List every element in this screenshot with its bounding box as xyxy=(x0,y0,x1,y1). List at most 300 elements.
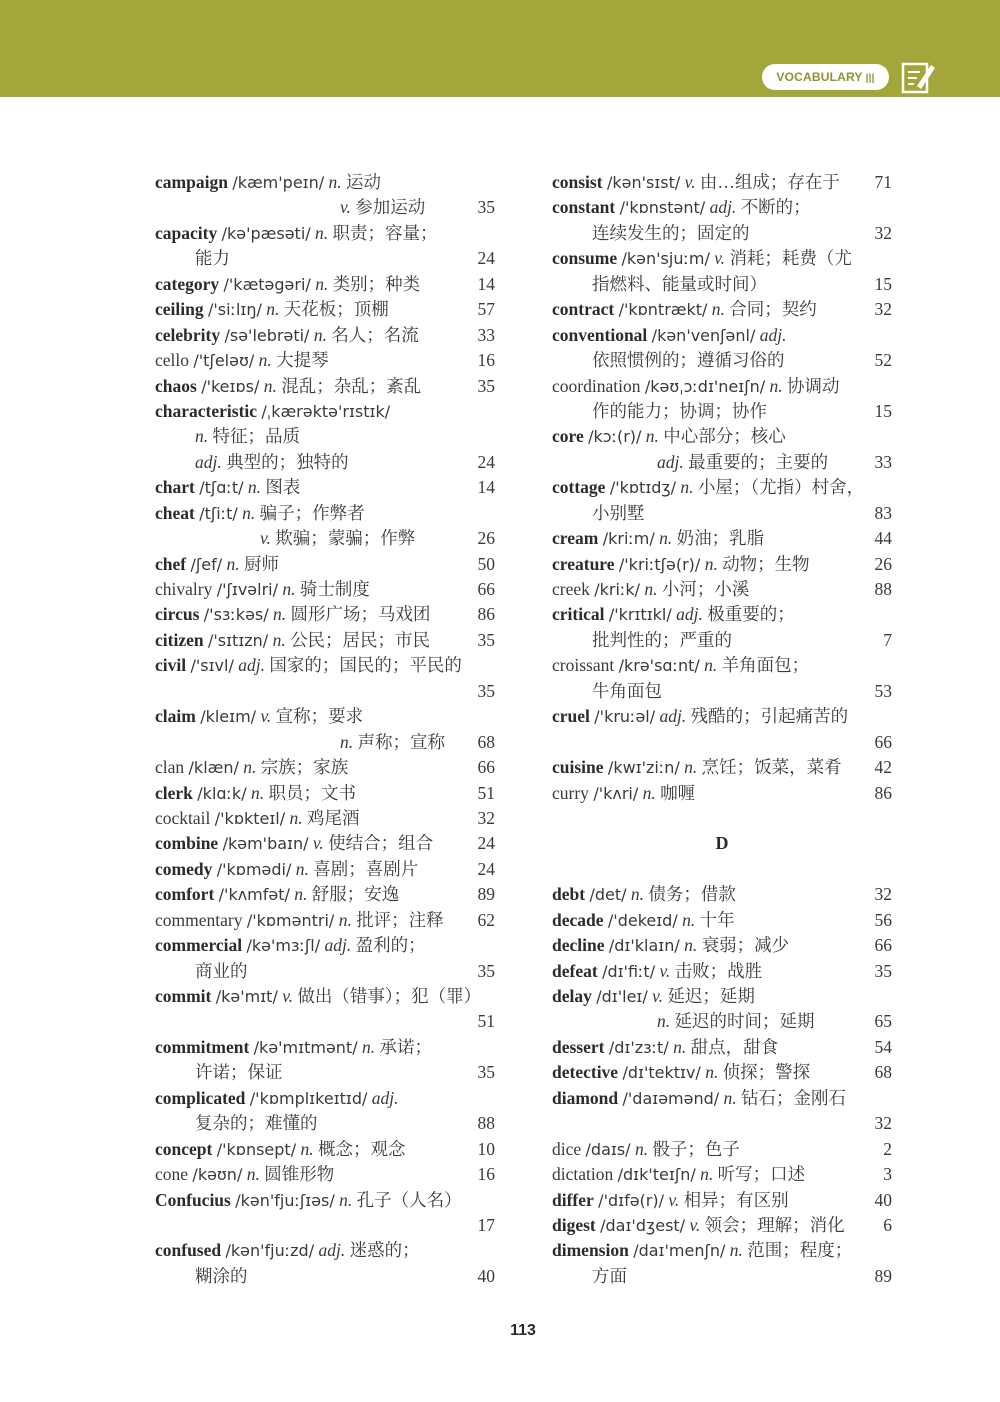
definition: 鸡尾酒 xyxy=(307,807,360,828)
definition: 依照惯例的；遵循习俗的 xyxy=(592,350,785,371)
headword: critical xyxy=(552,604,605,625)
headword: digest xyxy=(552,1214,596,1235)
glossary-right-column xyxy=(552,170,892,1289)
part-of-speech: adj. xyxy=(709,197,737,218)
phonetic: /daɪ'dʒest/ xyxy=(600,1215,686,1235)
glossary-entry-line xyxy=(552,704,892,729)
headword: dice xyxy=(552,1138,582,1159)
definition: 牛角面包 xyxy=(592,680,662,701)
part-of-speech: v. xyxy=(668,1189,680,1210)
headword: comfort xyxy=(155,884,215,905)
phonetic: /dɪ'tektɪv/ xyxy=(622,1063,701,1083)
definition: 作的能力；协调；协作 xyxy=(592,400,767,421)
glossary-entry-line xyxy=(155,755,495,780)
unit-page-ref: 33 xyxy=(874,451,892,472)
phonetic: /klɑːk/ xyxy=(197,783,247,803)
part-of-speech: n. xyxy=(315,273,329,294)
glossary-entry-line xyxy=(155,221,495,246)
part-of-speech: adj. xyxy=(659,706,687,727)
section-letter-d: D xyxy=(715,833,729,854)
phonetic: /kəʊˌɔːdɪ'neɪʃn/ xyxy=(644,376,766,396)
unit-page-ref: 32 xyxy=(477,807,495,828)
unit-page-ref: 16 xyxy=(477,1164,495,1185)
glossary-entry-line xyxy=(155,628,495,653)
unit-page-ref: 7 xyxy=(883,629,892,650)
glossary-entry-line xyxy=(552,1137,892,1162)
glossary-entry-line xyxy=(155,526,495,551)
glossary-entry-line xyxy=(155,450,495,475)
unit-page-ref: 54 xyxy=(874,1036,892,1057)
glossary-entry-line xyxy=(552,297,892,322)
headword: chaos xyxy=(155,375,197,396)
unit-page-ref: 32 xyxy=(874,1113,892,1134)
part-of-speech: n. xyxy=(704,553,718,574)
part-of-speech: n. xyxy=(250,782,265,803)
part-of-speech: n. xyxy=(195,426,209,447)
part-of-speech: n. xyxy=(295,858,309,879)
phonetic: /kə'mɪt/ xyxy=(215,987,278,1006)
glossary-entry-line xyxy=(155,374,495,399)
unit-page-ref: 14 xyxy=(477,477,495,498)
headword: core xyxy=(552,426,584,447)
glossary-entry-line xyxy=(552,170,892,195)
headword: consume xyxy=(552,248,618,269)
part-of-speech: v. xyxy=(689,1214,701,1235)
phonetic: /dɪ'klaɪn/ xyxy=(608,936,680,956)
definition: 国家的；国民的；平民的 xyxy=(269,655,462,676)
phonetic: /'kʌmfət/ xyxy=(218,885,290,905)
headword: characteristic xyxy=(155,400,258,421)
part-of-speech: adj. xyxy=(759,324,787,345)
definition: 连续发生的；固定的 xyxy=(592,222,750,243)
phonetic: /'tʃeləʊ/ xyxy=(193,351,255,371)
glossary-entry-line xyxy=(552,195,892,220)
glossary-entry-line xyxy=(552,1060,892,1085)
glossary-entry-line xyxy=(552,1009,892,1034)
spacer xyxy=(552,806,892,831)
phonetic: /'kɒtɪdʒ/ xyxy=(609,478,677,498)
glossary-entry-line xyxy=(552,1188,892,1213)
definition: 十年 xyxy=(699,909,735,930)
glossary-entry-line xyxy=(552,552,892,577)
unit-page-ref: 33 xyxy=(477,324,495,345)
unit-page-ref: 62 xyxy=(477,909,495,930)
definition: 击败；战胜 xyxy=(674,960,763,981)
definition: 协调动 xyxy=(787,375,840,396)
phonetic: /'kɒnsept/ xyxy=(216,1139,297,1159)
definition: 消耗；耗费（尤 xyxy=(729,248,852,269)
definition: 职员；文书 xyxy=(268,782,356,803)
headword: concept xyxy=(155,1138,213,1159)
definition: 典型的；独特的 xyxy=(226,451,349,472)
part-of-speech: v. xyxy=(659,960,671,981)
glossary-entry-line xyxy=(552,755,892,780)
part-of-speech: n. xyxy=(266,299,280,320)
definition: 图表 xyxy=(265,477,301,498)
notebook-pencil-icon xyxy=(900,59,936,95)
glossary-entry-line xyxy=(552,781,892,806)
part-of-speech: n. xyxy=(711,299,725,320)
glossary-entry-line xyxy=(155,653,495,678)
phonetic: /kəm'baɪn/ xyxy=(222,834,309,854)
definition: 类别；种类 xyxy=(332,273,421,294)
headword: cream xyxy=(552,528,599,549)
definition: 侦探；警探 xyxy=(722,1062,811,1083)
part-of-speech: n. xyxy=(242,502,256,523)
part-of-speech: n. xyxy=(246,1164,260,1185)
glossary-entry-line xyxy=(552,959,892,984)
unit-page-ref: 86 xyxy=(477,604,495,625)
definition: 运动 xyxy=(346,172,382,192)
part-of-speech: n. xyxy=(682,909,696,930)
headword: decade xyxy=(552,909,604,930)
phonetic: /kən'venʃənl/ xyxy=(651,325,756,345)
glossary-entry-line xyxy=(155,1086,495,1111)
headword: detective xyxy=(552,1062,619,1083)
headword: dessert xyxy=(552,1036,605,1057)
glossary-entry-line xyxy=(552,501,892,526)
headword: defeat xyxy=(552,960,598,981)
definition: 骑士制度 xyxy=(299,579,370,599)
part-of-speech: v. xyxy=(282,986,294,1006)
unit-page-ref: 24 xyxy=(477,833,495,854)
phonetic: /'siːlɪŋ/ xyxy=(207,300,262,320)
phonetic: /krə'sɑːnt/ xyxy=(618,656,700,676)
headword: category xyxy=(155,273,220,294)
phonetic: /'sɪvl/ xyxy=(190,656,234,676)
definition: 小屋；（尤指）村舍， xyxy=(697,477,865,498)
glossary-entry-line xyxy=(155,1188,495,1213)
part-of-speech: v. xyxy=(260,706,272,727)
phonetic: /'kɒnstənt/ xyxy=(619,198,706,218)
unit-page-ref: 24 xyxy=(477,451,495,472)
headword: celebrity xyxy=(155,324,221,345)
unit-page-ref: 17 xyxy=(477,1214,495,1235)
glossary-entry-line xyxy=(155,1162,495,1187)
phonetic: /'kɒntrækt/ xyxy=(618,300,708,320)
part-of-speech: adj. xyxy=(676,604,703,625)
definition: 由…组成；存在于 xyxy=(699,172,840,192)
glossary-entry-line xyxy=(155,857,495,882)
definition: 衰弱；减少 xyxy=(701,935,790,956)
unit-page-ref: 51 xyxy=(477,1011,495,1032)
definition: 许诺；保证 xyxy=(195,1062,283,1083)
definition: 孔子（人名） xyxy=(356,1189,462,1210)
unit-page-ref: 68 xyxy=(874,1062,892,1083)
definition: 大提琴 xyxy=(276,350,329,371)
headword: coordination xyxy=(552,375,641,396)
part-of-speech: n. xyxy=(258,350,272,371)
definition: 小别墅 xyxy=(592,502,645,523)
definition: 天花板；顶棚 xyxy=(283,299,389,320)
part-of-speech: n. xyxy=(289,807,303,828)
part-of-speech: n. xyxy=(328,172,342,192)
headword: claim xyxy=(155,706,196,727)
part-of-speech: v. xyxy=(714,248,726,269)
phonetic: /kə'mɪtmənt/ xyxy=(253,1037,358,1057)
part-of-speech: n. xyxy=(315,222,329,243)
headword: cocktail xyxy=(155,807,211,828)
definition: 混乱；杂乱；紊乱 xyxy=(281,375,422,396)
unit-page-ref: 14 xyxy=(477,273,495,294)
headword: commercial xyxy=(155,935,243,956)
definition: 宣称；要求 xyxy=(275,706,364,727)
glossary-entry-line xyxy=(552,399,892,424)
definition: 指燃料、能量或时间） xyxy=(592,273,767,294)
phonetic: /'dɪfə(r)/ xyxy=(598,1190,664,1210)
part-of-speech: n. xyxy=(340,731,354,752)
definition: 领会；理解；消化 xyxy=(704,1214,845,1235)
glossary-entry-line xyxy=(552,1086,892,1111)
definition: 羊角面包； xyxy=(721,655,810,676)
part-of-speech: n. xyxy=(705,1062,719,1083)
definition: 参加运动 xyxy=(355,197,426,218)
phonetic: /'kruːəl/ xyxy=(594,707,656,727)
definition: 中心部分；核心 xyxy=(663,426,786,447)
definition: 极重要的； xyxy=(707,604,795,625)
headword: confused xyxy=(155,1240,222,1261)
definition: 咖喱 xyxy=(660,782,696,803)
vocabulary-badge xyxy=(762,64,889,90)
part-of-speech: n. xyxy=(226,553,240,574)
part-of-speech: n. xyxy=(729,1240,743,1261)
definition: 使结合；组合 xyxy=(328,833,434,854)
part-of-speech: adj. xyxy=(371,1087,399,1108)
glossary-left-column xyxy=(155,170,495,1289)
phonetic: /'sɜːkəs/ xyxy=(203,605,269,625)
glossary-entry-line xyxy=(155,170,495,195)
headword: decline xyxy=(552,935,605,956)
phonetic: /'keɪɒs/ xyxy=(201,376,260,396)
definition: 喜剧；喜剧片 xyxy=(313,858,419,879)
glossary-entry-line xyxy=(155,781,495,806)
glossary-entry-line xyxy=(155,552,495,577)
phonetic: /'krɪtɪkl/ xyxy=(608,605,672,625)
definition: 骗子；作弊者 xyxy=(259,502,365,523)
unit-page-ref: 3 xyxy=(883,1164,892,1185)
glossary-entry-line xyxy=(155,806,495,831)
unit-page-ref: 56 xyxy=(874,909,892,930)
unit-page-ref: 15 xyxy=(874,400,892,421)
definition: 公民；居民；市民 xyxy=(290,629,431,650)
definition: 延迟；延期 xyxy=(667,986,755,1006)
glossary-entry-line xyxy=(155,272,495,297)
glossary-entry-line xyxy=(552,1162,892,1187)
headword: constant xyxy=(552,197,616,218)
glossary-entry-line xyxy=(552,1035,892,1060)
headword: cone xyxy=(155,1164,189,1185)
phonetic: /ˌkærəktə'rɪstɪk/ xyxy=(261,401,391,421)
unit-page-ref: 52 xyxy=(874,350,892,371)
unit-page-ref: 24 xyxy=(477,858,495,879)
unit-page-ref: 89 xyxy=(477,884,495,905)
definition: 做出（错事）；犯（罪） xyxy=(297,986,482,1006)
part-of-speech: n. xyxy=(684,935,698,956)
unit-page-ref: 53 xyxy=(874,680,892,701)
unit-page-ref: 66 xyxy=(874,935,892,956)
headword: capacity xyxy=(155,222,218,243)
headword: commitment xyxy=(155,1036,250,1057)
headword: circus xyxy=(155,604,200,625)
unit-page-ref: 68 xyxy=(477,731,495,752)
phonetic: /kən'sɪst/ xyxy=(606,173,681,192)
glossary-entry-line xyxy=(552,628,892,653)
headword: citizen xyxy=(155,629,204,650)
glossary-entry-line xyxy=(552,679,892,704)
phonetic: /kə'pæsəti/ xyxy=(221,223,311,243)
headword: cruel xyxy=(552,706,590,727)
glossary-entry-line xyxy=(552,323,892,348)
glossary-entry-line xyxy=(552,984,892,1009)
phonetic: /dɪk'teɪʃn/ xyxy=(617,1165,696,1185)
definition: 动物；生物 xyxy=(722,553,810,574)
unit-page-ref: 15 xyxy=(874,273,892,294)
definition: 复杂的；难懂的 xyxy=(195,1113,318,1134)
definition: 承诺； xyxy=(379,1036,432,1057)
unit-page-ref: 10 xyxy=(477,1138,495,1159)
definition: 盈利的； xyxy=(355,935,426,956)
glossary-entry-line xyxy=(155,246,495,271)
part-of-speech: n. xyxy=(272,629,286,650)
part-of-speech: n. xyxy=(634,1138,649,1159)
phonetic: /'kɒkteɪl/ xyxy=(214,808,286,828)
glossary-entry-line xyxy=(155,323,495,348)
unit-page-ref: 24 xyxy=(477,248,495,269)
glossary-entry-line xyxy=(552,374,892,399)
part-of-speech: n. xyxy=(645,426,659,447)
headword: chef xyxy=(155,553,187,574)
definition: 小河；小溪 xyxy=(661,579,750,599)
definition: 不断的； xyxy=(740,197,811,218)
page-number: 113 xyxy=(510,1322,536,1339)
glossary-entry-line xyxy=(155,501,495,526)
glossary-entry-line xyxy=(155,1238,495,1263)
phonetic: /'kʌri/ xyxy=(593,783,639,803)
unit-page-ref: 66 xyxy=(477,757,495,778)
headword: cottage xyxy=(552,477,606,498)
headword: cello xyxy=(155,350,190,371)
unit-page-ref: 32 xyxy=(874,884,892,905)
phonetic: /kwɪ'ziːn/ xyxy=(607,758,680,778)
glossary-entry-line xyxy=(155,602,495,627)
part-of-speech: n. xyxy=(769,375,783,396)
glossary-entry-line xyxy=(155,1264,495,1289)
part-of-speech: adj. xyxy=(318,1240,346,1261)
badge-bars: ||| xyxy=(865,73,875,84)
glossary-entry-line xyxy=(155,424,495,449)
headword: dictation xyxy=(552,1164,614,1185)
phonetic: /'kɒmplɪkeɪtɪd/ xyxy=(249,1088,368,1108)
definition: 骰子；色子 xyxy=(652,1138,740,1159)
headword: chivalry xyxy=(155,579,213,599)
definition: 圆锥形物 xyxy=(264,1164,335,1185)
headword: clerk xyxy=(155,782,193,803)
headword: clan xyxy=(155,757,185,778)
glossary-entry-line xyxy=(155,882,495,907)
definition: 舒服；安逸 xyxy=(311,884,400,905)
badge-label: VOCABULARY xyxy=(776,70,863,84)
definition: 听写；口述 xyxy=(717,1164,806,1185)
headword: combine xyxy=(155,833,219,854)
glossary-entry-line xyxy=(155,831,495,856)
glossary-entry-line xyxy=(552,1264,892,1289)
phonetic: /dɪ'fiːt/ xyxy=(602,961,656,981)
unit-page-ref: 32 xyxy=(874,222,892,243)
unit-page-ref: 42 xyxy=(874,757,892,778)
part-of-speech: n. xyxy=(644,579,658,599)
part-of-speech: n. xyxy=(673,1036,687,1057)
definition: 声称；宣称 xyxy=(357,731,445,752)
unit-page-ref: 16 xyxy=(477,350,495,371)
glossary-entry-line xyxy=(155,679,495,704)
part-of-speech: v. xyxy=(260,528,271,549)
glossary-entry-line xyxy=(552,246,892,271)
unit-page-ref: 51 xyxy=(477,782,495,803)
definition: 特征；品质 xyxy=(212,426,300,447)
phonetic: /tʃiːt/ xyxy=(199,503,238,523)
headword: comedy xyxy=(155,858,213,879)
glossary-entry-line xyxy=(552,272,892,297)
phonetic: /kriːm/ xyxy=(602,529,655,549)
headword: delay xyxy=(552,986,592,1006)
phonetic: /tʃɑːt/ xyxy=(199,478,244,498)
headword: contract xyxy=(552,299,615,320)
phonetic: /'kɒmədi/ xyxy=(216,859,292,879)
phonetic: /kleɪm/ xyxy=(200,707,257,727)
part-of-speech: n. xyxy=(339,1189,353,1210)
glossary-entry-line xyxy=(155,577,495,602)
phonetic: /'daɪəmənd/ xyxy=(622,1088,720,1108)
part-of-speech: n. xyxy=(704,655,718,676)
definition: 烹饪；饭菜，菜肴 xyxy=(701,757,842,778)
phonetic: /kə'mɜːʃl/ xyxy=(246,936,321,956)
phonetic: /'sɪtɪzn/ xyxy=(207,630,269,650)
glossary-entry-line xyxy=(552,526,892,551)
unit-page-ref: 40 xyxy=(874,1189,892,1210)
part-of-speech: v. xyxy=(652,986,663,1006)
definition: 商业的 xyxy=(195,960,248,981)
glossary-entry-line xyxy=(155,1137,495,1162)
unit-page-ref: 26 xyxy=(477,528,495,549)
glossary-entry-line xyxy=(155,959,495,984)
phonetic: /kən'fjuːzd/ xyxy=(225,1241,315,1261)
part-of-speech: n. xyxy=(657,1011,671,1032)
glossary-entry-line xyxy=(552,882,892,907)
definition: 钻石；金刚石 xyxy=(741,1087,847,1108)
glossary-entry-line xyxy=(155,1213,495,1238)
headword: cheat xyxy=(155,502,195,523)
glossary-entry-line xyxy=(552,221,892,246)
definition: 范围；程度； xyxy=(747,1240,853,1261)
glossary-entry-line xyxy=(155,1009,495,1034)
glossary-entry-line xyxy=(155,933,495,958)
phonetic: /kəʊn/ xyxy=(192,1165,243,1185)
part-of-speech: n. xyxy=(723,1087,737,1108)
part-of-speech: n. xyxy=(313,324,327,345)
definition: 甜点，甜食 xyxy=(690,1036,779,1057)
glossary-entry-line xyxy=(552,1213,892,1238)
glossary-entry-line xyxy=(552,602,892,627)
part-of-speech: n. xyxy=(700,1164,714,1185)
part-of-speech: n. xyxy=(338,909,352,930)
glossary-entry-line xyxy=(155,399,495,424)
headword: creature xyxy=(552,553,615,574)
phonetic: /dɪ'zɜːt/ xyxy=(608,1037,669,1057)
part-of-speech: n. xyxy=(282,579,296,599)
unit-page-ref: 35 xyxy=(477,375,495,396)
headword: consist xyxy=(552,172,603,192)
glossary-entry-line xyxy=(552,933,892,958)
